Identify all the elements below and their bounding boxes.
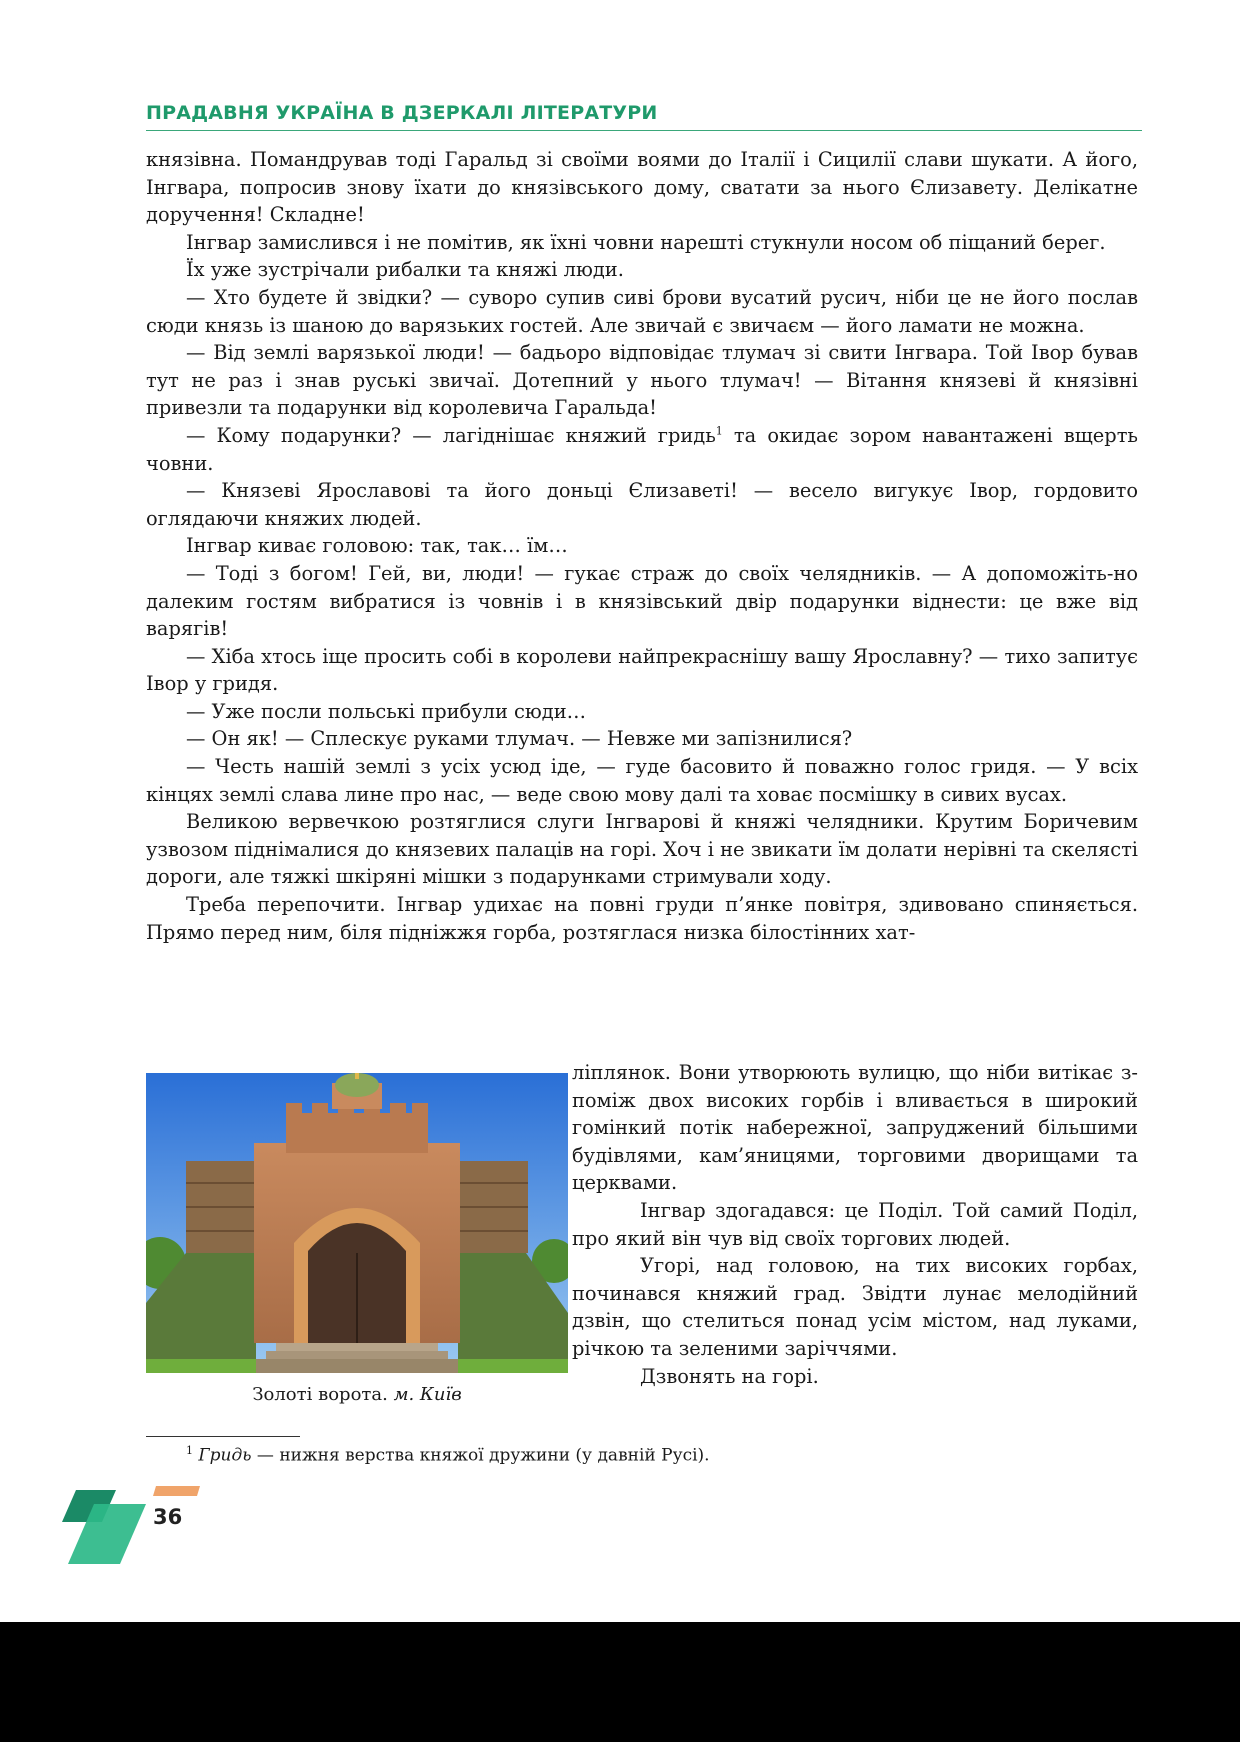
paragraph: — Он як! — Сплескує руками тлумач. — Невже ми запізнилися? <box>186 727 853 751</box>
paragraph: — Хто будете й звідки? — суворо супив сиві брови вусатий русич, ніби це не його послав сюди князь із шаною до варязьких гостей. Але звичай є звичаєм — його ламати не можна. <box>146 285 1138 337</box>
paragraph: — Честь нашій землі з усіх усюд іде, — гуде басовито й поважно голос гридя. — У всіх кінцях землі слава лине про нас, — веде свою мову далі та ховає посмішку в сивих вусах. <box>146 755 1138 806</box>
page-header-title: ПРАДАВНЯ УКРАЇНА В ДЗЕРКАЛІ ЛІТЕРАТУРИ <box>146 102 658 124</box>
footnote-marker: 1 <box>186 1444 193 1457</box>
paragraph-text: — Кому подарунки? — лагіднішає княжий гридь <box>186 423 716 447</box>
caption-title: Золоті ворота. <box>252 1384 388 1405</box>
paragraph: Їх уже зустрічали рибалки та княжі люди. <box>186 258 624 282</box>
paragraph <box>146 422 1138 477</box>
page-number: 36 <box>153 1505 183 1529</box>
page-corner-mark-icon <box>58 1486 206 1564</box>
paragraph: — Князеві Ярославові та його доньці Єлизаветі! — весело вигукує Івор, гордовито оглядаючи княжих людей. <box>146 479 1138 530</box>
figure-caption <box>146 1384 568 1405</box>
paragraph: Інгвар киває головою: так, так… їм… <box>186 534 568 558</box>
paragraph: ліплянок. Вони утворюють вулицю, що ніби витікає з-поміж двох високих горбів і вливається в широкий гомінкий потік набережної, запруджений більшими будівлями, кам’яницями, торговими дворищами та церквами. <box>572 1061 1138 1195</box>
main-text <box>146 146 1138 946</box>
golden-gate-photo <box>146 1073 568 1373</box>
golden-gate-illustration <box>146 1073 568 1373</box>
paragraph: Інгвар замислився і не помітив, як їхні човни нарешті стукнули носом об піщаний берег. <box>186 230 1106 254</box>
paragraph: князівна. Помандрував тоді Гаральд зі своїми воями до Італії і Сицилії слави шукати. А його, Інгвара, попросив знову їхати до князівського дому, сватати за нього Єлизавету. Делікатне доручення! Складне! <box>146 148 1138 227</box>
paragraph: — Уже посли польські прибули сюди… <box>186 699 587 723</box>
header-divider <box>146 130 1142 131</box>
footnote-divider <box>146 1436 300 1437</box>
paragraph: Інгвар здогадався: це Поділ. Той самий Поділ, про який він чув від своїх торгових людей. <box>572 1198 1138 1250</box>
footnote <box>186 1444 1086 1466</box>
paragraph: Великою вервечкою розтяглися слуги Інгварові й княжі челядники. Крутим Боричевим узвозом піднімалися до князевих палаців на горі. Хоч і не звикати їм долати нерівні та скелясті дороги, але тяжкі шкіряні мішки з подарунками стримували ходу. <box>146 810 1138 889</box>
paragraph-text: та окидає зором навантажені вщерть човни. <box>146 423 1138 475</box>
paragraph: — Хіба хтось іще просить собі в королеви найпрекраснішу вашу Ярославну? — тихо запитує Івор у гридя. <box>146 644 1138 696</box>
paragraph: — Тоді з богом! Гей, ви, люди! — гукає страж до своїх челядників. — А допоможіть-но далеким гостям вибратися із човнів і в князівський двір подарунки віднести: це вже від варягів! <box>146 561 1138 641</box>
side-text <box>572 1059 1138 1390</box>
paragraph: Угорі, над головою, на тих високих горбах, починався княжий град. Звідти лунає мелодійний дзвін, що стелиться понад усім містом, над луками, річкою та зеленими заріччями. <box>572 1254 1138 1360</box>
footnote-definition: — нижня верства княжої дружини (у давній Русі). <box>251 1445 710 1466</box>
footnote-reference[interactable]: 1 <box>715 424 723 438</box>
footnote-term: Гридь <box>198 1445 252 1466</box>
paragraph: Треба перепочити. Інгвар удихає на повні груди п’янке повітря, здивовано спиняється. Прямо перед ним, біля підніжжя горба, розтяглася низка білостінних хат- <box>146 893 1138 944</box>
caption-place: м. Київ <box>393 1384 462 1405</box>
bottom-black-band <box>0 1622 1240 1742</box>
paragraph: Дзвонять на горі. <box>640 1364 819 1388</box>
paragraph: — Від землі варязької люди! — бадьоро відповідає тлумач зі свити Інгвара. Той Івор бував тут не раз і знав руські звичаї. Дотепний у нього тлумач! — Вітання князеві й князівні привезли та подарунки від королевича Гаральда! <box>146 341 1138 420</box>
